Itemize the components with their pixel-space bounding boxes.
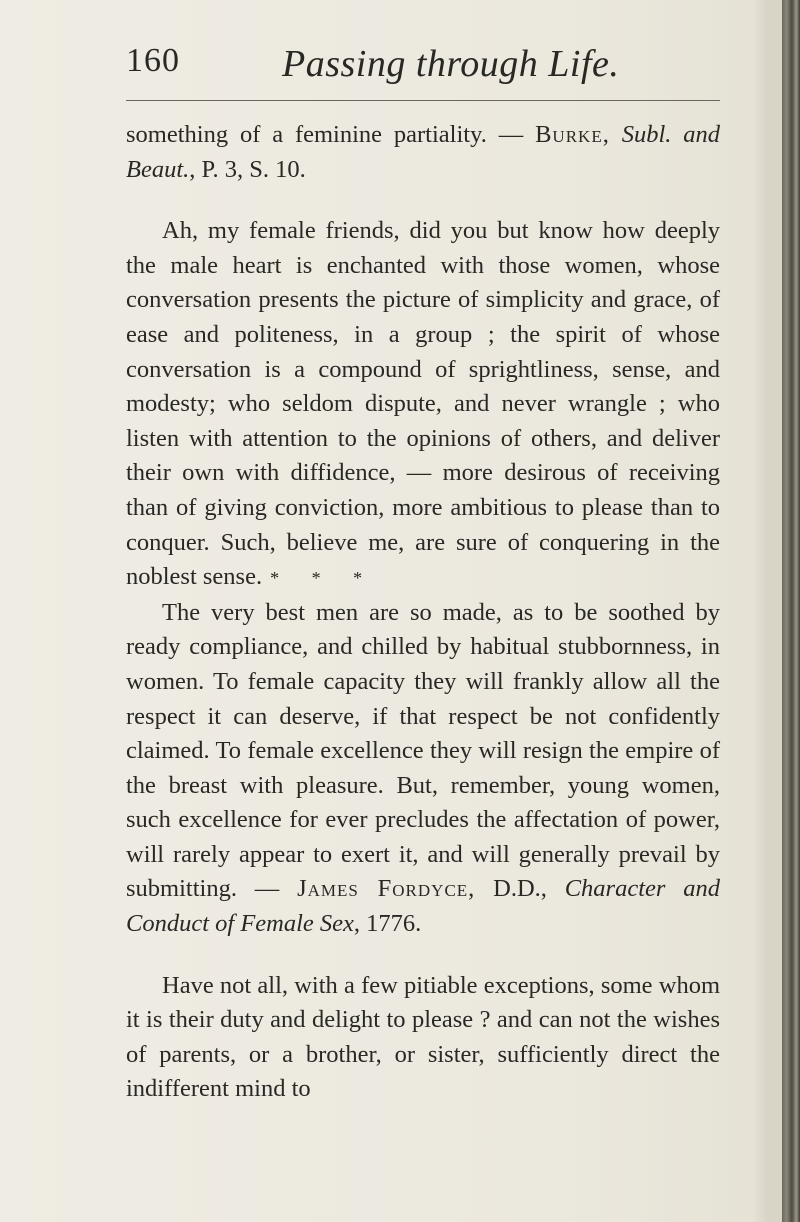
- quote-fordyce-author: James Fordyce,: [297, 875, 476, 903]
- quote-burke: [126, 118, 720, 187]
- quote-burke-source: Subl. and Beaut.: [126, 121, 721, 183]
- running-head: [0, 42, 800, 92]
- quote-fordyce-degree: D.D.,: [475, 875, 565, 903]
- quote-fordyce-text: Ah, my female friends, did you but know how deeply the male heart is enchanted with those women, whose conversation presents the picture of simplicity and grace, of ease and politeness, in a group ; the spirit of whose conversation is a compound of sprightliness, sense, and modesty; who seldom dispute, and never wrangle ; who listen with attention to the opinions of others, and deliver their own with diffidence, — more desirous of receiving than of giving conviction, more ambitious to please than to conquer. Such, believe me, are sure of conquering in the noblest sense.: [126, 217, 720, 591]
- quote-burke-citation: , P. 3, S. 10.: [189, 155, 306, 183]
- ellipsis-stars: * * *: [270, 568, 377, 589]
- header-rule: [126, 100, 720, 101]
- quote-fordyce: [126, 214, 720, 596]
- binding-edge: [782, 0, 800, 1222]
- quote-burke-text: something of a feminine partiality. —: [126, 121, 536, 148]
- page-body: [126, 118, 720, 1107]
- quote-fordyce-year: , 1776.: [353, 910, 422, 938]
- page-number: 160: [126, 42, 180, 79]
- quote-burke-author: Burke,: [535, 121, 610, 148]
- running-title: Passing through Life.: [282, 43, 620, 85]
- quote-fordyce-continuation: The very best men are so made, as to be soothed by ready compliance, and chilled by habitual stubbornness, in women. To female capacity they will frankly allow all the respect it can deserve, if that respect be not confidently claimed. To female excellence they will resign the empire of the breast with pleasure. But, remember, young women, such excellence for ever precludes the affectation of power, will rarely appear to exert it, and will generally prevail by submitting. —: [126, 598, 720, 903]
- paragraph-have-not-all-text: Have not all, with a few pitiable exceptions, some whom it is their duty and delight to please ? and can not the wishes of parents, or a brother, or sister, sufficiently direct the indifferent mind to: [126, 971, 720, 1103]
- paragraph-have-not-all: [126, 969, 720, 1107]
- quote-fordyce-source: Character and Conduct of Female Sex: [126, 875, 720, 938]
- quote-fordyce-continued: [126, 596, 720, 942]
